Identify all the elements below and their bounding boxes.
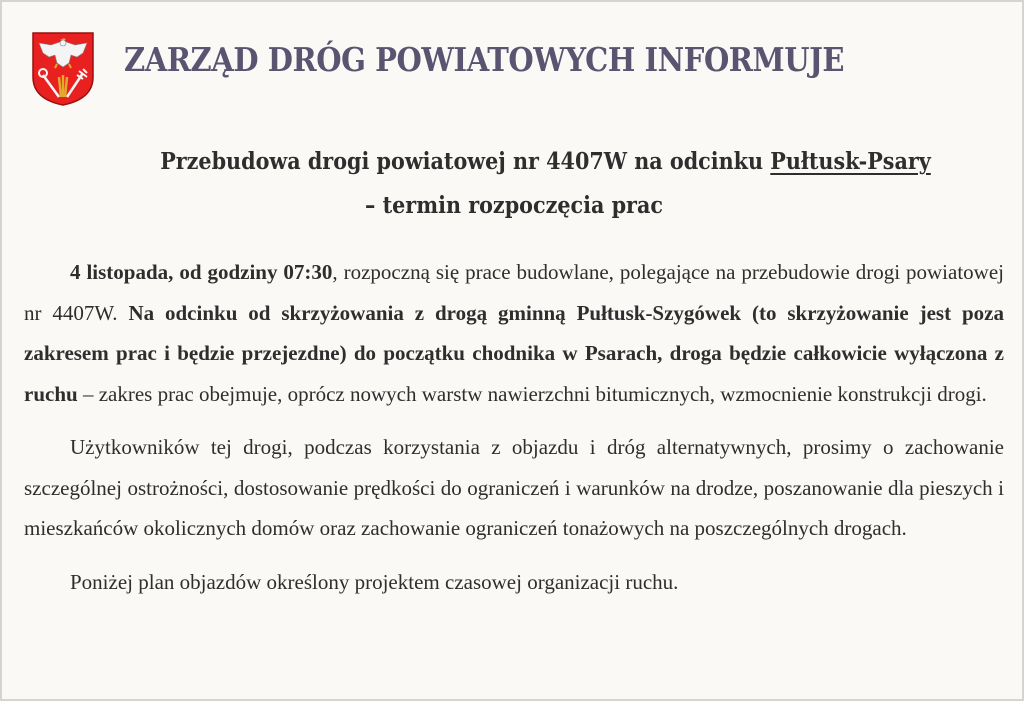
paragraph-work-start: [24, 252, 1004, 414]
paragraph-safety-request: Użytkowników tej drogi, podczas korzystania z objazdu i dróg alternatywnych, prosimy o zachowanie szczególnej ostrożności, dostosowanie prędkości do ograniczeń i warunków na drodze, poszanowanie dla pieszych i mieszkańców okolicznych domów oraz zachowanie ograniczeń tonażowych na poszczególnych drogach.: [24, 435, 1004, 540]
headline-line-1: [53, 140, 975, 184]
headline-line-2: – termin rozpoczęcia prac: [365, 192, 663, 219]
route-link[interactable]: Pułtusk-Psary: [770, 148, 931, 175]
paragraph-text: , rozpoczną się prace budowlane, polegające na przebudowie drogi powiatowej nr 4407W.: [24, 260, 1004, 325]
start-date-time: 4 listopada, od godziny 07:30: [70, 260, 333, 284]
headline-text: Przebudowa drogi powiatowej nr 4407W na odcinku: [160, 148, 771, 175]
paragraph-detour-plan: Poniżej plan objazdów określony projektem czasowej organizacji ruchu.: [70, 569, 679, 594]
coat-of-arms-icon: [31, 31, 95, 107]
closure-notice: Na odcinku od skrzyżowania z drogą gminną Pułtusk-Szygówek (to skrzyżowanie jest poza zakresem prac i będzie przejezdne) do początku chodnika w Psarach, droga będzie całkowicie wyłączona z ruchu: [24, 300, 1004, 406]
page-title: ZARZĄD DRÓG POWIATOWYCH INFORMUJE: [124, 40, 845, 79]
paragraph-text: – zakres prac obejmuje, oprócz nowych warstw nawierzchni bitumicznych, wzmocnienie konstrukcji drogi.: [77, 381, 987, 406]
announcement-body: [24, 252, 1004, 615]
announcement-headline: [2, 140, 1024, 228]
